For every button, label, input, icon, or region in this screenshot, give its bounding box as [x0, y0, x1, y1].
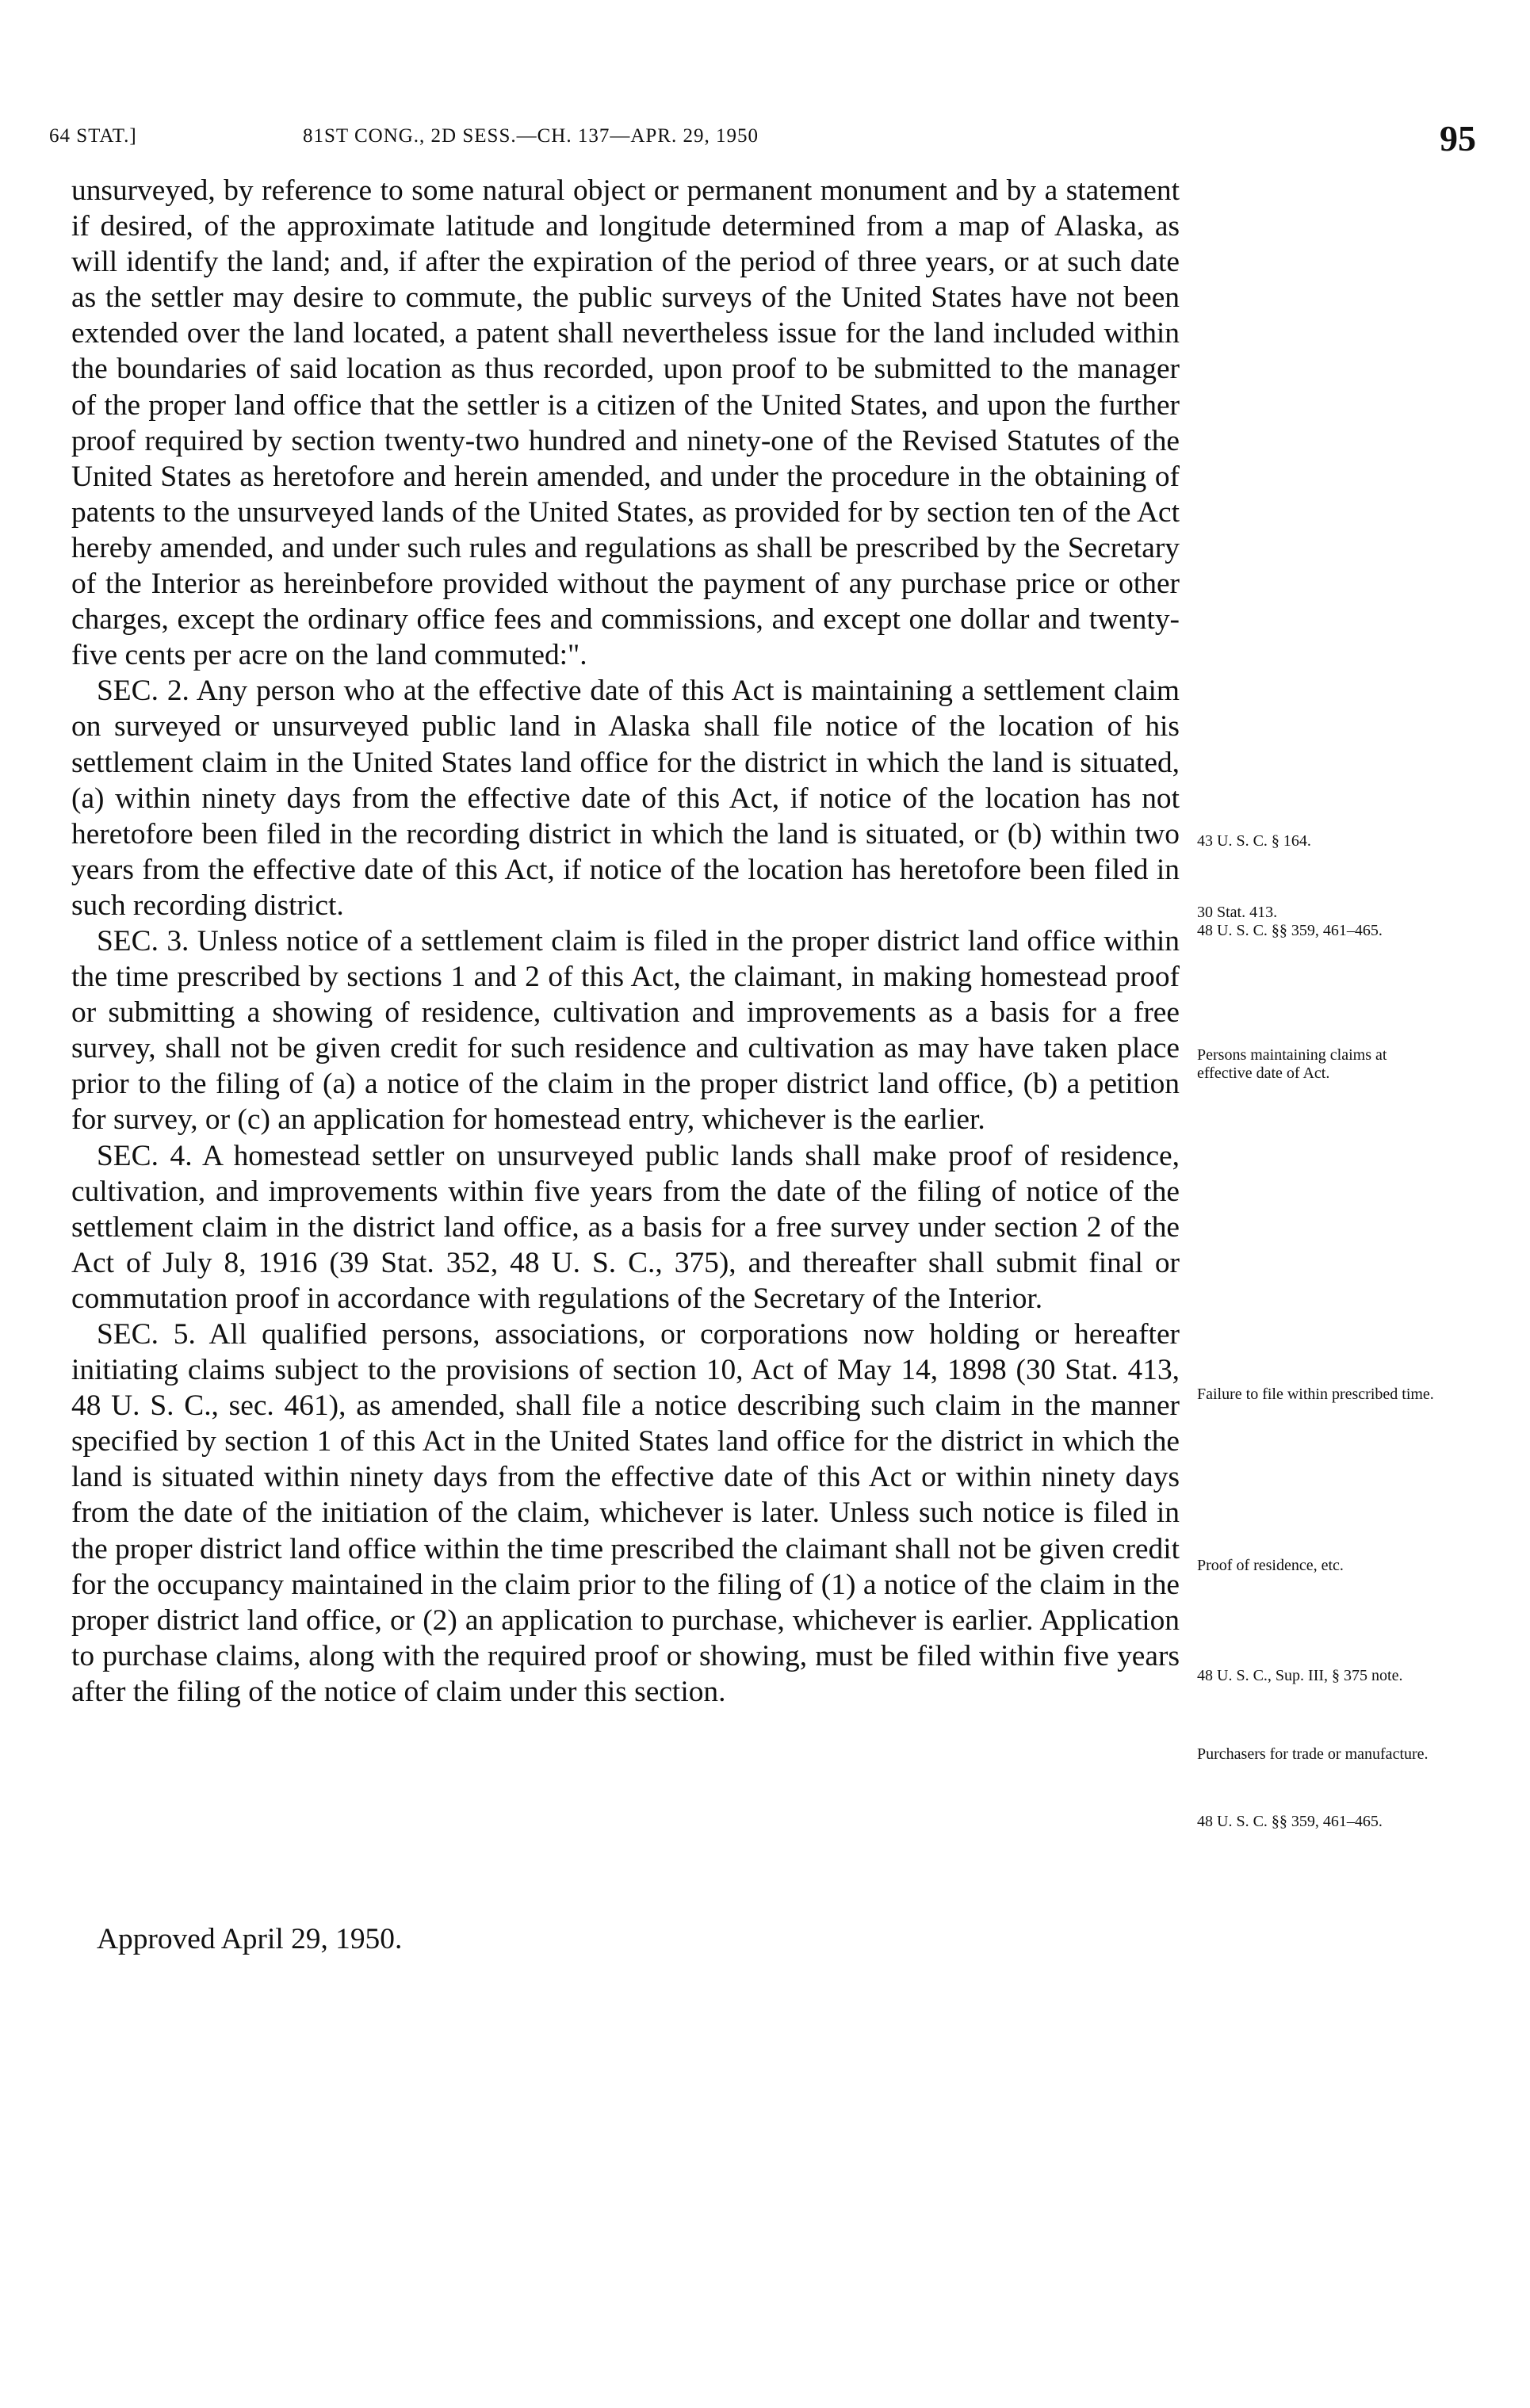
- header-volume: 64 STAT.]: [49, 125, 137, 147]
- section-3-paragraph: SEC. 3. Unless notice of a settlement claim is filed in the proper district land office within the time prescribed by sections 1 and 2 of this Act, the claimant, in making homestead proof or submitting a showing of residence, cultivation and improvements as a basis for a free survey, shall not be given credit for such residence and cultivation as may have taken place prior to the filing of (a) a notice of the claim in the proper district land office, (b) a petition for survey, or (c) an application for homestead entry, whichever is the earlier.: [71, 924, 1180, 1137]
- margin-note-citation: 43 U. S. C. § 164.: [1197, 832, 1311, 850]
- section-5-paragraph: SEC. 5. All qualified persons, associations, or corporations now holding or hereafter initiating claims subject to the provisions of section 10, Act of May 14, 1898 (30 Stat. 413, 48 U. S. C., sec. 461), as amended, shall file a notice describing such claim in the manner specified by section 1 of this Act in the United States land office for the district in which the land is situated within ninety days from the effective date of this Act or within ninety days from the date of the initiation of the claim, whichever is later. Unless such notice is filed in the proper district land office within the time prescribed the claimant shall not be given credit for the occupancy maintained in the claim prior to the filing of (1) a notice of the claim in the proper district land office, or (2) an application to purchase, whichever is earlier. Application to purchase claims, along with the required proof or showing, must be filed within five years after the filing of the notice of claim under this section.: [71, 1318, 1180, 1708]
- statute-body: [71, 173, 1180, 1710]
- header-session-chapter: 81ST CONG., 2D SESS.—CH. 137—APR. 29, 1950: [303, 125, 759, 147]
- page-number: 95: [1440, 118, 1476, 159]
- section-4-paragraph: SEC. 4. A homestead settler on unsurveyed public lands shall make proof of residence, cultivation, and improvements within five years from the date of the filing of notice of the settlement claim in the district land office, as a basis for a free survey under section 2 of the Act of July 8, 1916 (39 Stat. 352, 48 U. S. C., 375), and thereafter shall submit final or commutation proof in accordance with regulations of the Secretary of the Interior.: [71, 1139, 1180, 1315]
- margin-note-citation: 48 U. S. C., Sup. III, § 375 note.: [1197, 1667, 1403, 1684]
- margin-note-citation: 30 Stat. 413. 48 U. S. C. §§ 359, 461–465.: [1197, 904, 1383, 939]
- approval-date: Approved April 29, 1950.: [97, 1923, 403, 1955]
- margin-note-citation: 48 U. S. C. §§ 359, 461–465.: [1197, 1813, 1383, 1830]
- paragraph-continuation: unsurveyed, by reference to some natural object or permanent monument and by a statement if desired, of the approximate latitude and longitude determined from a map of Alaska, as will identify the land; and, if after the expiration of the period of three years, or at such date as the settler may desire to commute, the public surveys of the United States have not been extended over the land located, a patent shall nevertheless issue for the land included within the boundaries of said location as thus recorded, upon proof to be submitted to the manager of the proper land office that the settler is a citizen of the United States, and upon the further proof required by section twenty-two hundred and ninety-one of the Revised Statutes of the United States as heretofore and herein amended, and under the procedure in the obtaining of patents to the unsurveyed lands of the United States, as provided for by section ten of the Act hereby amended, and under such rules and regulations as shall be prescribed by the Secretary of the Interior as hereinbefore provided without the payment of any purchase price or other charges, except the ordinary office fees and commissions, and except one dollar and twenty-five cents per acre on the land commuted:".: [71, 174, 1180, 672]
- margin-note-sidenote: Persons maintaining claims at effective date of Act.: [1197, 1046, 1387, 1082]
- section-2-paragraph: SEC. 2. Any person who at the effective date of this Act is maintaining a settlement claim on surveyed or unsurveyed public land in Alaska shall file notice of the location of his settlement claim in the United States land office for the district in which the land is situated, (a) within ninety days from the effective date of this Act, if notice of the location has not heretofore been filed in the recording district in which the land is situated, or (b) within two years from the effective date of this Act, if notice of the location has heretofore been filed in such recording district.: [71, 675, 1180, 922]
- margin-note-sidenote: Failure to file within prescribed time.: [1197, 1386, 1434, 1403]
- margin-note-sidenote: Proof of residence, etc.: [1197, 1557, 1344, 1574]
- page-header: [49, 117, 1476, 165]
- margin-note-sidenote: Purchasers for trade or manufacture.: [1197, 1745, 1429, 1763]
